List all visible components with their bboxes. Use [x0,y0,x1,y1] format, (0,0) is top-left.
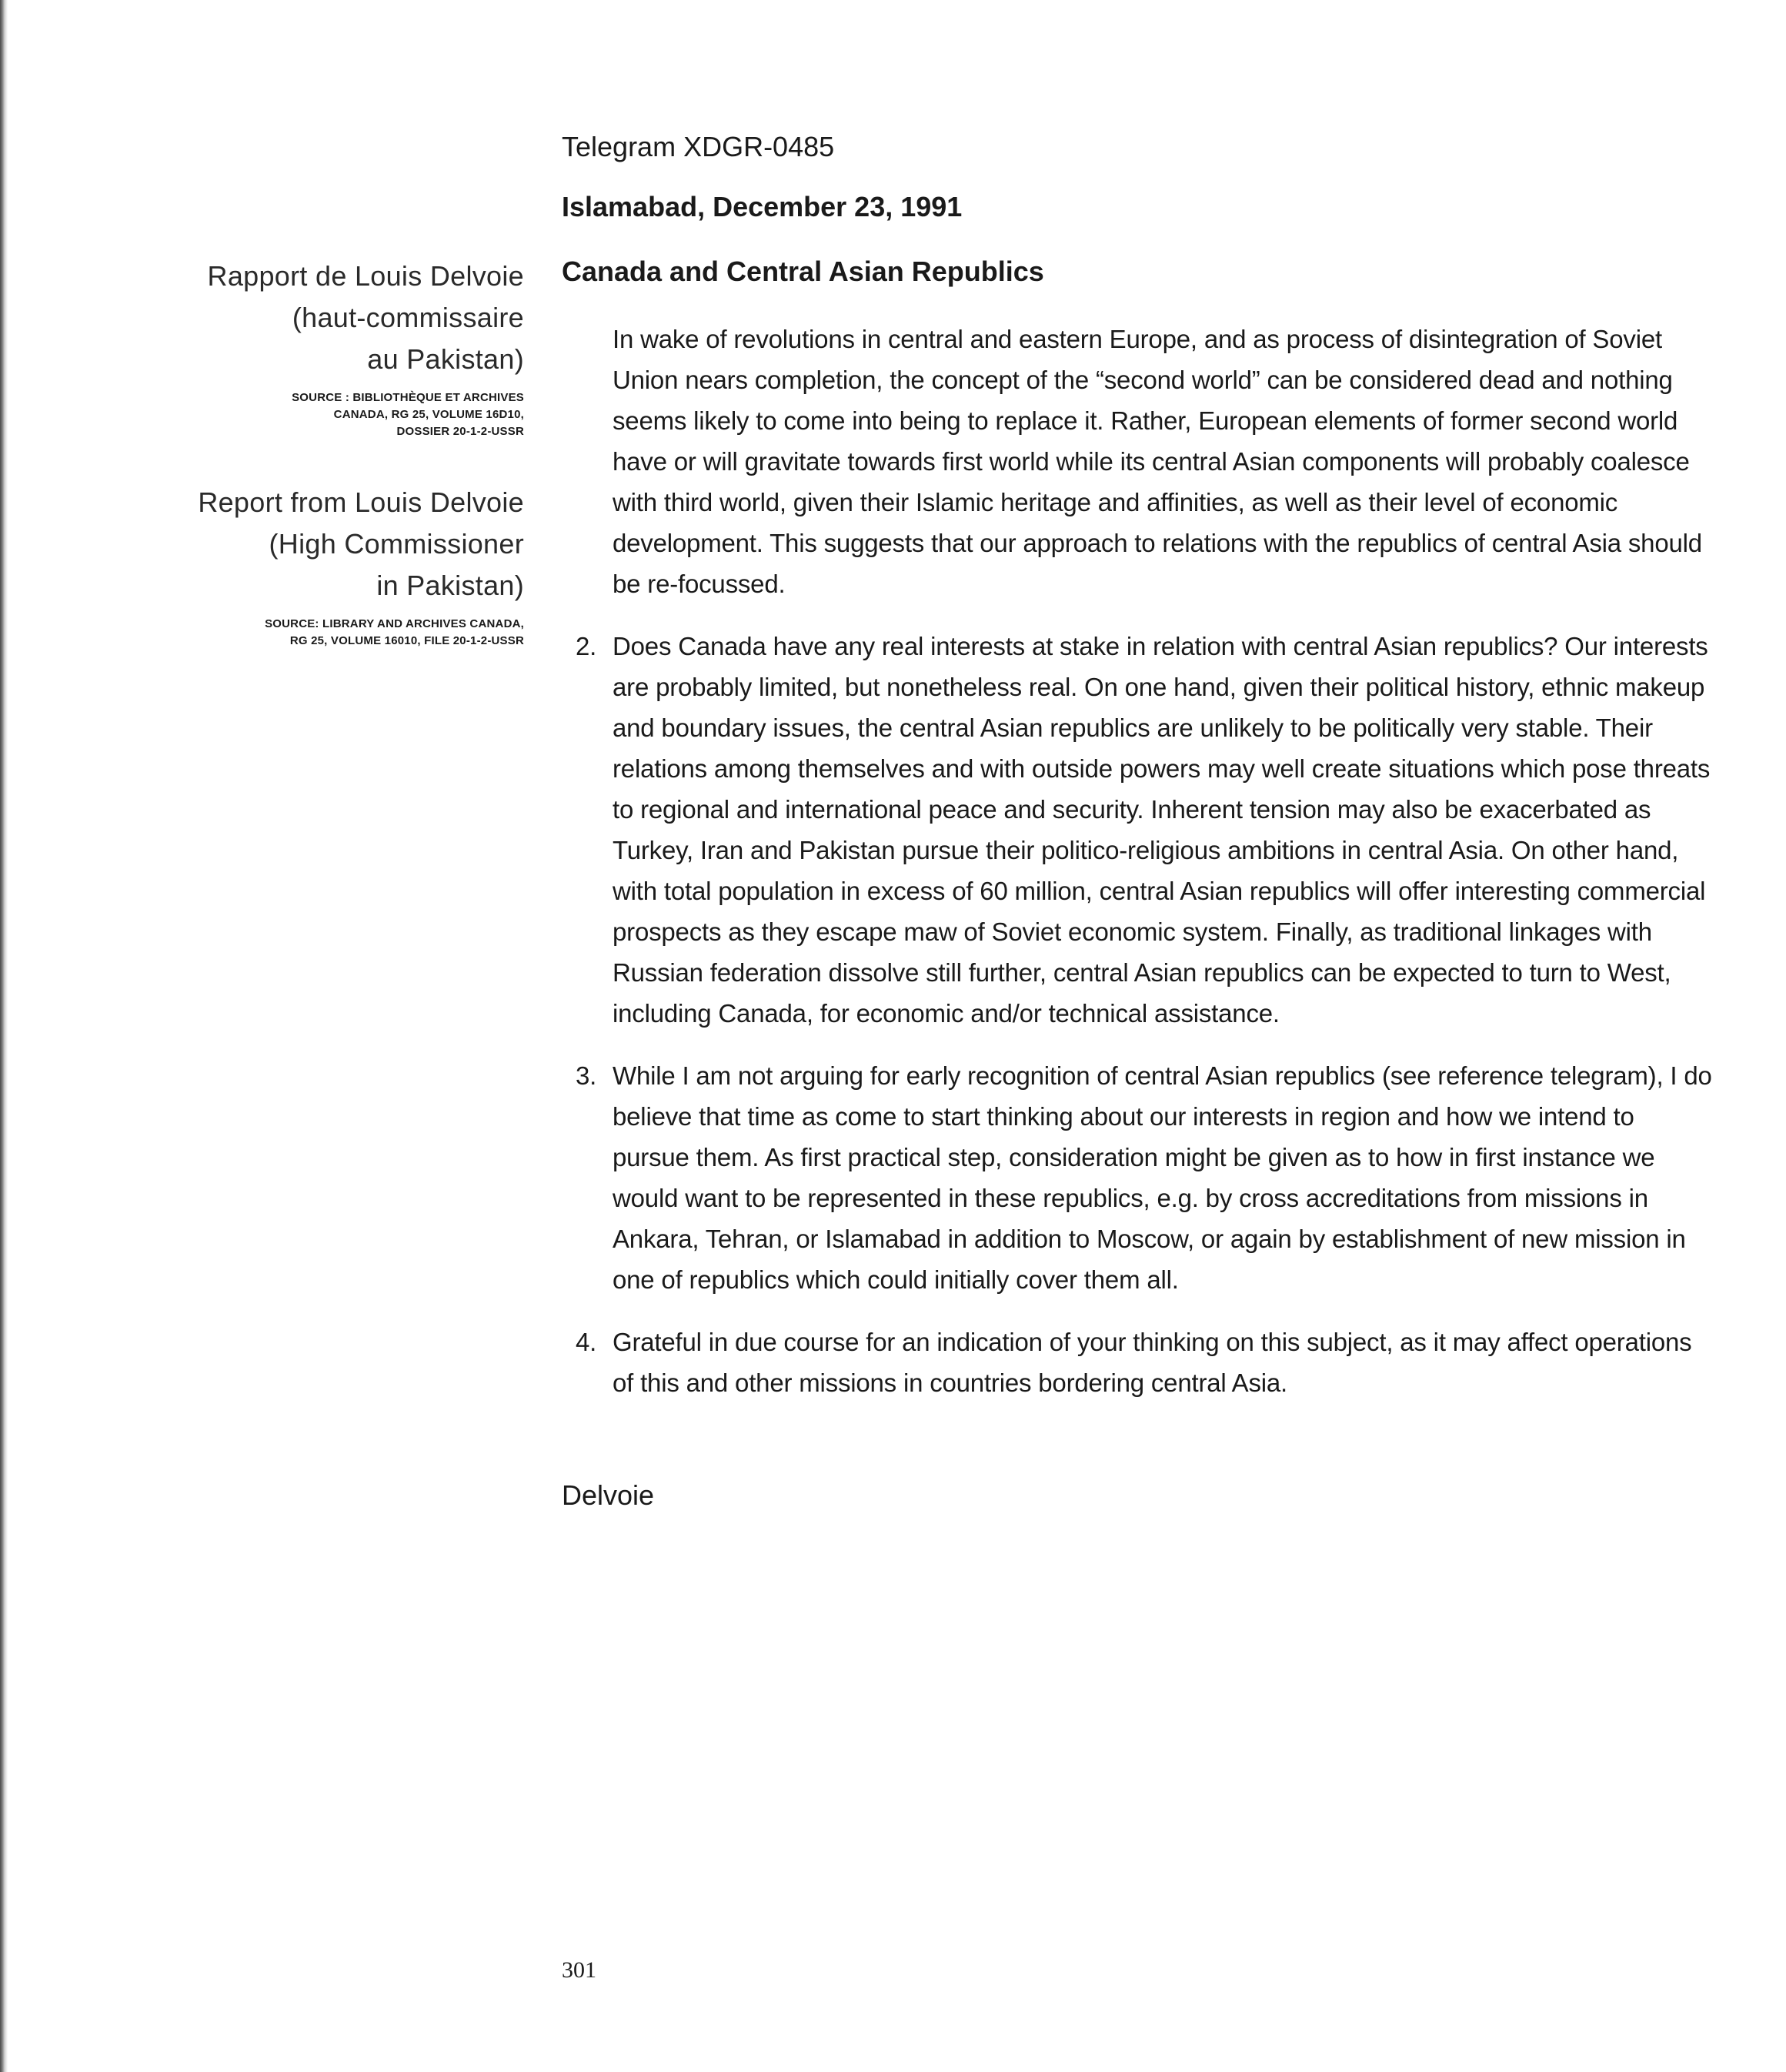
paragraph-number: 2. [576,632,597,660]
paragraph-text: Does Canada have any real interests at stake in relation with central Asian republics? Our interests are probably limited, but nonetheless real. On one hand, given their political history, ethnic makeup and boundary issues, the central Asian republics are unlikely to be politically very stable. Their relations among themselves and with outside powers may well create situations which pose threats to regional and international peace and security. Inherent tension may also be exacerbated as Turkey, Iran and Pakistan pursue their politico-religious ambitions in central Asia. On other hand, with total population in excess of 60 million, central Asian republics will offer interesting commercial prospects as they escape maw of Soviet economic system. Finally, as traditional linkages with Russian federation dissolve still further, central Asian republics can be expected to turn to West, including Canada, for economic and/or technical assistance. [613,632,1711,1028]
telegram-body [562,319,1716,1425]
dateline: Islamabad, December 23, 1991 [562,191,963,222]
paragraph [562,1055,1716,1300]
margin-note-french [170,256,524,440]
subject-heading: Canada and Central Asian Republics [562,256,1044,287]
paragraph-text: Grateful in due course for an indication of your thinking on this subject, as it may affect operations of this and other missions in countries bordering central Asia. [613,1328,1692,1397]
paragraph-text: While I am not arguing for early recognition of central Asian republics (see reference telegram), I do believe that time as come to start thinking about our interests in region and how we intend to pursue them. As first practical step, consideration might be given as to how in first instance we would want to be represented in these republics, e.g. by cross accreditations from missions in Ankara, Tehran, or Islamabad in addition to Moscow, or again by establishment of new mission in one of republics which could initially cover them all. [613,1061,1712,1294]
paragraph [562,319,1716,604]
margin-note-source: SOURCE : BIBLIOTHÈQUE ET ARCHIVES CANADA, RG 25, VOLUME 16D10, DOSSIER 20-1-2-USSR [292,391,524,438]
scan-edge-shadow [0,0,8,2072]
margin-note-title: Report from Louis Delvoie (High Commissioner in Pakistan) [198,486,524,601]
paragraph [562,1322,1716,1403]
margin-note-title: Rapport de Louis Delvoie (haut-commissaire au Pakistan) [207,260,524,375]
page-number: 301 [562,1957,596,1983]
telegram-number: Telegram XDGR-0485 [562,131,835,162]
paragraph-text: In wake of revolutions in central and eastern Europe, and as process of disintegration of Soviet Union nears completion, the concept of the “second world” can be considered dead and nothing seems likely to come into being to replace it. Rather, European elements of former second world have or will gravitate towards first world while its central Asian components will probably coalesce with third world, given their Islamic heritage and affinities, as well as their level of economic development. This suggests that our approach to relations with the republics of central Asia should be re-focussed. [613,325,1702,598]
margin-note-english [170,482,524,650]
paragraph-number: 3. [576,1061,597,1090]
paragraph-number: 4. [576,1328,597,1356]
signature: Delvoie [562,1479,655,1511]
paragraph [562,626,1716,1034]
margin-note-source: SOURCE: LIBRARY AND ARCHIVES CANADA, RG 25, VOLUME 16010, FILE 20-1-2-USSR [265,617,524,647]
